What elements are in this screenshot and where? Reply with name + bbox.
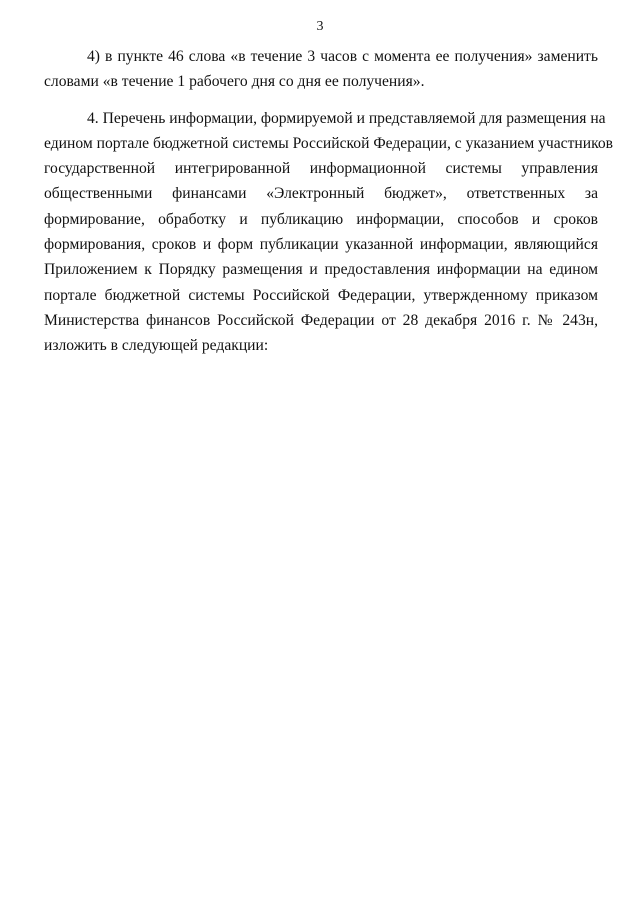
paragraph-amendment-4 — [44, 44, 598, 95]
paragraph-line: Министерства финансов Российской Федерации от 28 декабря 2016 г. № 243н, — [44, 311, 598, 329]
paragraph-line: изложить в следующей редакции: — [44, 337, 269, 355]
paragraph-line: формирования, сроков и форм публикации указанной информации, являющийся — [44, 236, 598, 254]
document-body — [44, 44, 614, 359]
paragraph-line: Приложением к Порядку размещения и предоставления информации на едином — [44, 261, 598, 279]
paragraph-line: 4. Перечень информации, формируемой и представляемой для размещения на — [87, 109, 606, 127]
paragraph-line: портале бюджетной системы Российской Федерации, утвержденному приказом — [44, 286, 598, 304]
paragraph-line: государственной интегрированной информационной системы управления — [44, 160, 598, 178]
paragraph-line: словами «в течение 1 рабочего дня со дня ее получения». — [44, 73, 425, 91]
paragraph-line: формирование, обработку и публикацию информации, способов и сроков — [44, 210, 598, 228]
paragraph-gap — [44, 95, 598, 106]
page-number: 3 — [316, 19, 324, 34]
paragraph-line: 4) в пункте 46 слова «в течение 3 часов с момента ее получения» заменить — [87, 48, 598, 65]
paragraph-line: едином портале бюджетной системы Российской Федерации, с указанием участников — [44, 134, 614, 152]
paragraph-item-4 — [44, 106, 614, 359]
paragraph-line: общественными финансами «Электронный бюджет», ответственных за — [44, 185, 598, 203]
